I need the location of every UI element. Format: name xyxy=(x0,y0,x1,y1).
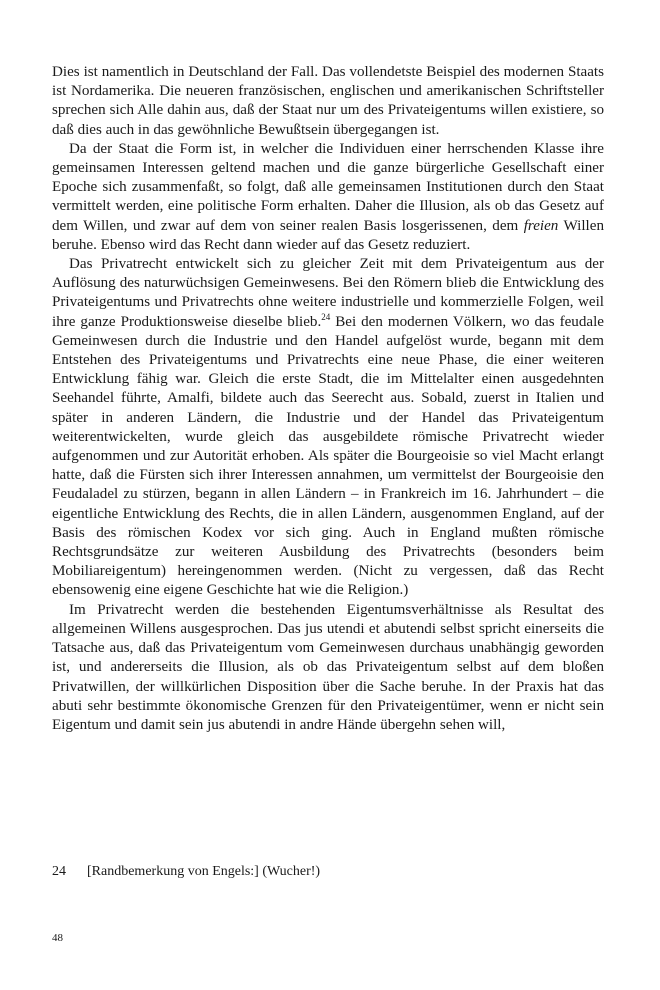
page-number: 48 xyxy=(52,932,63,944)
paragraph-1: Dies ist namentlich in Deutschland der Fall. Das vollendetste Beispiel des modernen Staats ist Nordamerika. Die neueren französischen, englischen und amerikanischen Schriftsteller sprechen sich Alle dahin aus, daß der Staat nur um des Privateigentums willen existiere, so daß dies auch in das gewöhnliche Bewußtsein übergegangen ist. xyxy=(52,64,604,138)
emphasis-freien: freien xyxy=(523,217,559,234)
paragraph-3 xyxy=(52,255,604,601)
footnote xyxy=(52,864,604,880)
paragraph-3-text-b: Bei den modernen Völkern, wo das feudale Gemeinwesen durch die Industrie und den Handel aufgelöst wurde, begann mit dem Entstehen des Privateigentums und Privatrechts eine neue Phase, die einer weiteren Entwicklung fähig war. Gleich die erste Stadt, die im Mittelalter einen ausgedehnten Seehandel führte, Amalfi, bildete auch das Seerecht aus. Sobald, zuerst in Italien und später in anderen Ländern, die Industrie und der Handel das Privateigentum weiterentwickelten, wurde gleich das ausgebildete römische Privatrecht wieder aufgenommen und zur Autorität erhoben. Als später die Bourgeoisie so viel Macht erlangt hatte, daß die Fürsten sich ihrer Interessen annahmen, um vermittelst der Bourgeoisie den Feudaladel zu stürzen, begann in allen Ländern – in Frankreich im 16. Jahrhundert – die eigentliche Entwicklung des Rechts, die in allen Ländern, ausgenommen England, auf der Basis des römischen Kodex vor sich ging. Auch in England mußten römische Rechtsgrundsätze zur weiteren Ausbildung des Privatrechts (besonders beim Mobiliareigentum) hereingenommen werden. (Nicht zu vergessen, daß das Recht ebensowenig eine eigene Geschichte hat wie die Religion.) xyxy=(52,313,604,599)
footnote-number: 24 xyxy=(52,864,66,879)
footnote-text: [Randbemerkung von Engels:] (Wucher!) xyxy=(87,864,321,879)
footnote-reference[interactable]: 24 xyxy=(321,311,331,322)
paragraph-3-text-a: Das Privatrecht entwickelt sich zu gleicher Zeit mit dem Privateigentum aus der Auflösung des naturwüchsigen Gemeinwesens. Bei den Römern blieb die Entwicklung des Privateigentums und Privatrechts ohne weitere industrielle und kommerzielle Folgen, weil ihre ganze Produktionsweise dieselbe blieb. xyxy=(52,256,604,330)
paragraph-2-text-a: Da der Staat die Form ist, in welcher die Individuen einer herrschenden Klasse ihre gemeinsamen Interessen geltend machen und die ganze bürgerliche Gesellschaft einer Epoche sich zusammenfaßt, so folgt, daß alle gemeinsamen Institutionen durch den Staat vermittelt werden, eine politische Form erhalten. Daher die Illusion, als ob das Gesetz auf dem Willen, und zwar auf dem von seiner realen Basis losgerissenen, dem xyxy=(52,140,604,234)
body-text xyxy=(52,63,604,735)
paragraph-2 xyxy=(52,140,604,255)
paragraph-4: Im Privatrecht werden die bestehenden Eigentumsverhältnisse als Resultat des allgemeinen Willens ausgesprochen. Das jus utendi et abutendi selbst spricht einerseits die Tatsache aus, daß das Privateigentum vom Gemeinwesen durchaus unabhängig geworden ist, und andererseits die Illusion, als ob das Privateigentum selbst auf dem bloßen Privatwillen, der willkürlichen Disposition über die Sache beruhe. In der Praxis hat das abuti sehr bestimmte ökonomische Grenzen für den Privateigentümer, wenn er nicht sein Eigentum und damit sein jus abutendi in andre Hände übergehn sehen will, xyxy=(52,601,604,733)
paragraph-2-text-b: Willen beruhe. Ebenso wird das Recht dann wieder auf das Gesetz reduziert. xyxy=(52,217,604,253)
